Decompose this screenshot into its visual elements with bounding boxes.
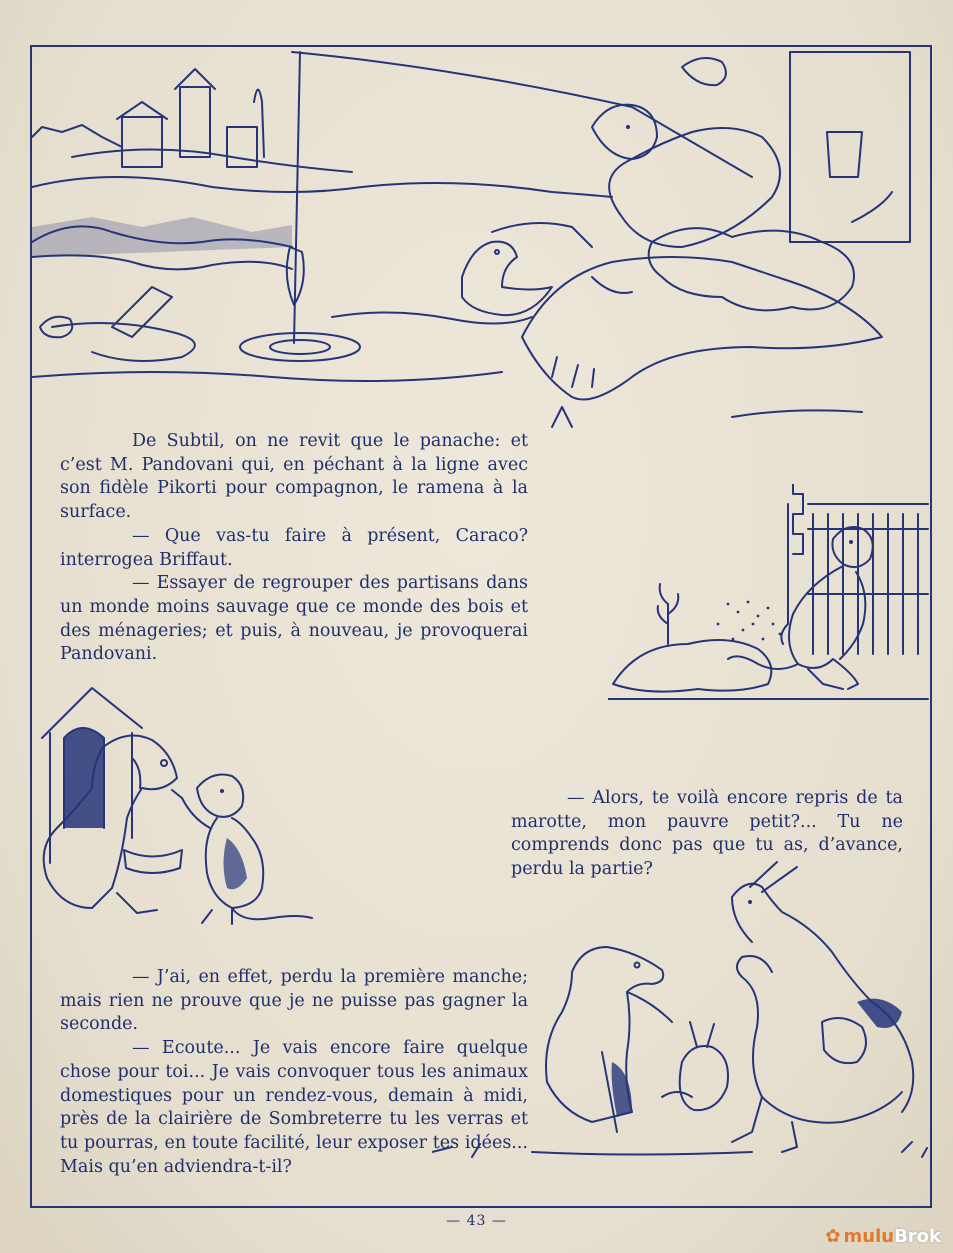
flower-icon: ✿ (825, 1226, 841, 1247)
paragraph: De Subtil, on ne revit que le panache: et c’est M. Pandovani qui, en péchant à la ligne avec son fidèle Pikorti pour compagnon, le ramena à la surface. (60, 431, 528, 523)
monkey-at-fence-illustration (608, 484, 930, 709)
animals-gathering-illustration (432, 852, 930, 1172)
text-block-top (60, 430, 528, 667)
paragraph: — J’ai, en effet, perdu la première manche; mais rien ne prouve que je ne puisse pas gagner la seconde. (60, 967, 528, 1035)
paragraph: — Que vas-tu faire à présent, Caraco? interrogea Briffaut. (60, 525, 528, 570)
watermark-text-part2: Brok (894, 1226, 941, 1247)
page-number: — 43 — (446, 1213, 507, 1229)
watermark-logo (825, 1226, 941, 1247)
dog-and-monkey-illustration (32, 678, 332, 943)
watermark-text-part1: mulu (843, 1226, 895, 1247)
paragraph: — Essayer de regrouper des partisans dans un monde moins sauvage que ce monde des bois et des ménageries; et puis, à nouveau, je provoquerai Pandovani. (60, 573, 528, 665)
paragraph: — Alors, te voilà encore repris de ta marotte, mon pauvre petit?... Tu ne comprends donc pas que tu as, d’avance, perdu la partie? (511, 788, 903, 880)
paragraph: — Ecoute... Je vais encore faire quelque chose pour toi... Je vais convoquer tous les animaux domestiques pour un rendez-vous, demain à midi, près de la clairière de Sombreterre tu les verras et tu pourras, en toute facilité, leur exposer tes idées... Mais qu’en adviendra-t-il? (60, 1038, 528, 1177)
fishing-scene-illustration (32, 47, 930, 442)
